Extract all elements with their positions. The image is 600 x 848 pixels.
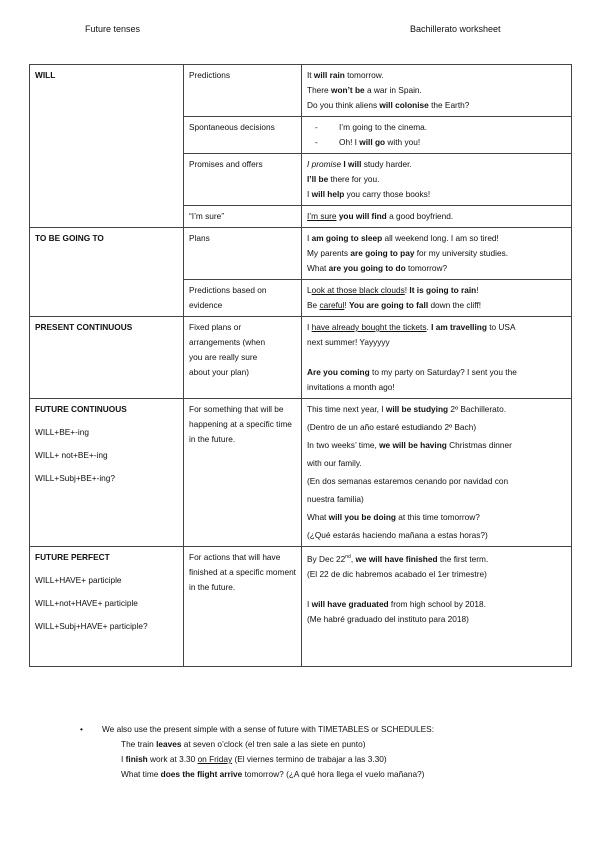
use-label: Predictions (184, 65, 302, 117)
example-line: Look at those black clouds! It is going to rain! (307, 285, 479, 295)
example-line: I have already bought the tickets. I am travelling to USA (307, 322, 516, 332)
formula: WILL+not+HAVE+ participle (35, 598, 138, 608)
example-line: I’m sure you will find a good boyfriend. (307, 211, 454, 221)
footer-note (80, 722, 435, 782)
tense-going-to: TO BE GOING TO (30, 228, 184, 317)
use-label: For actions that will have finished at a specific moment in the future. (184, 547, 302, 667)
example-line: What are you going to do tomorrow? (307, 263, 448, 273)
example-line: I am going to sleep all weekend long. I am so tired! (307, 233, 499, 243)
example-line: - I’m going to the cinema. (307, 120, 566, 135)
table-row (30, 65, 572, 117)
examples-cell (302, 154, 572, 206)
bullet-icon: • (80, 724, 83, 734)
use-label: Plans (184, 228, 302, 280)
use-label: Spontaneous decisions (184, 117, 302, 154)
example-line: It will rain tomorrow. (307, 70, 384, 80)
tense-title: FUTURE CONTINUOUS (35, 404, 127, 414)
use-label: Promises and offers (184, 154, 302, 206)
examples-cell (302, 206, 572, 228)
example-line: (Dentro de un año estaré estudiando 2º Bach) (307, 422, 477, 432)
example-line: with our family. (307, 458, 362, 468)
example-line: invitations a month ago! (307, 382, 395, 392)
example-line: There won’t be a war in Spain. (307, 85, 422, 95)
footer-intro: We also use the present simple with a sense of future with TIMETABLES or SCHEDULES: (102, 724, 435, 734)
tense-will: WILL (30, 65, 184, 228)
examples-cell (302, 317, 572, 399)
examples-cell (302, 399, 572, 547)
tense-present-continuous: PRESENT CONTINUOUS (30, 317, 184, 399)
example-line: (El 22 de dic habremos acabado el 1er trimestre) (307, 568, 487, 579)
example-line: (¿Qué estarás haciendo mañana a estas horas?) (307, 530, 488, 540)
example-line: I promise I will study harder. (307, 159, 412, 169)
footer-example: What time does the flight arrive tomorrow? (¿A qué hora llega el vuelo mañana?) (121, 769, 425, 779)
footer-example: The train leaves at seven o’clock (el tren sale a las siete en punto) (121, 739, 366, 749)
example-line: Be careful! You are going to fall down the cliff! (307, 300, 482, 310)
example-line: My parents are going to pay for my university studies. (307, 248, 509, 258)
formula: WILL+HAVE+ participle (35, 575, 122, 585)
examples-cell (302, 228, 572, 280)
example-line: By Dec 22nd, we will have finished the first term. (307, 553, 489, 564)
tense-title: FUTURE PERFECT (35, 552, 110, 562)
header-title: Future tenses (85, 24, 141, 34)
use-label: For something that will be happening at a specific time in the future. (184, 399, 302, 547)
example-line: (Me habré graduado del instituto para 2018) (307, 613, 469, 624)
examples-cell (302, 280, 572, 317)
formula: WILL+Subj+BE+-ing? (35, 473, 116, 483)
example-line: nuestra familia) (307, 494, 364, 504)
example-line: I will help you carry those books! (307, 189, 431, 199)
use-label: Predictions based on evidence (184, 280, 302, 317)
example-line: next summer! Yayyyyy (307, 337, 390, 347)
tenses-table (29, 64, 572, 667)
use-label: “I’m sure” (184, 206, 302, 228)
example-line: What will you be doing at this time tomorrow? (307, 512, 480, 522)
example-line: This time next year, I will be studying 2º Bachillerato. (307, 404, 507, 414)
example-line: In two weeks’ time, we will be having Christmas dinner (307, 440, 512, 450)
formula: WILL+Subj+HAVE+ participle? (35, 621, 148, 631)
footer-example: I finish work at 3.30 on Friday (El viernes termino de trabajar a las 3.30) (121, 754, 387, 764)
example-line: I’ll be there for you. (307, 174, 380, 184)
examples-cell (302, 117, 572, 154)
example-line: Do you think aliens will colonise the Earth? (307, 100, 470, 110)
examples-cell (302, 547, 572, 667)
table-row (30, 228, 572, 280)
use-label: Fixed plans or arrangements (when you are really sure about your plan) (184, 317, 302, 399)
example-line: - Oh! I will go with you! (307, 135, 566, 150)
table-row (30, 317, 572, 399)
example-line: Are you coming to my party on Saturday? I sent you the (307, 367, 517, 377)
example-line: (En dos semanas estaremos cenando por navidad con (307, 476, 509, 486)
tense-future-perfect (30, 547, 184, 667)
tense-future-continuous (30, 399, 184, 547)
table-row (30, 547, 572, 667)
example-line: I will have graduated from high school by 2018. (307, 598, 486, 609)
formula: WILL+BE+-ing (35, 427, 89, 437)
table-row (30, 399, 572, 547)
header-subtitle: Bachillerato worksheet (410, 24, 501, 34)
formula: WILL+ not+BE+-ing (35, 450, 108, 460)
examples-cell (302, 65, 572, 117)
